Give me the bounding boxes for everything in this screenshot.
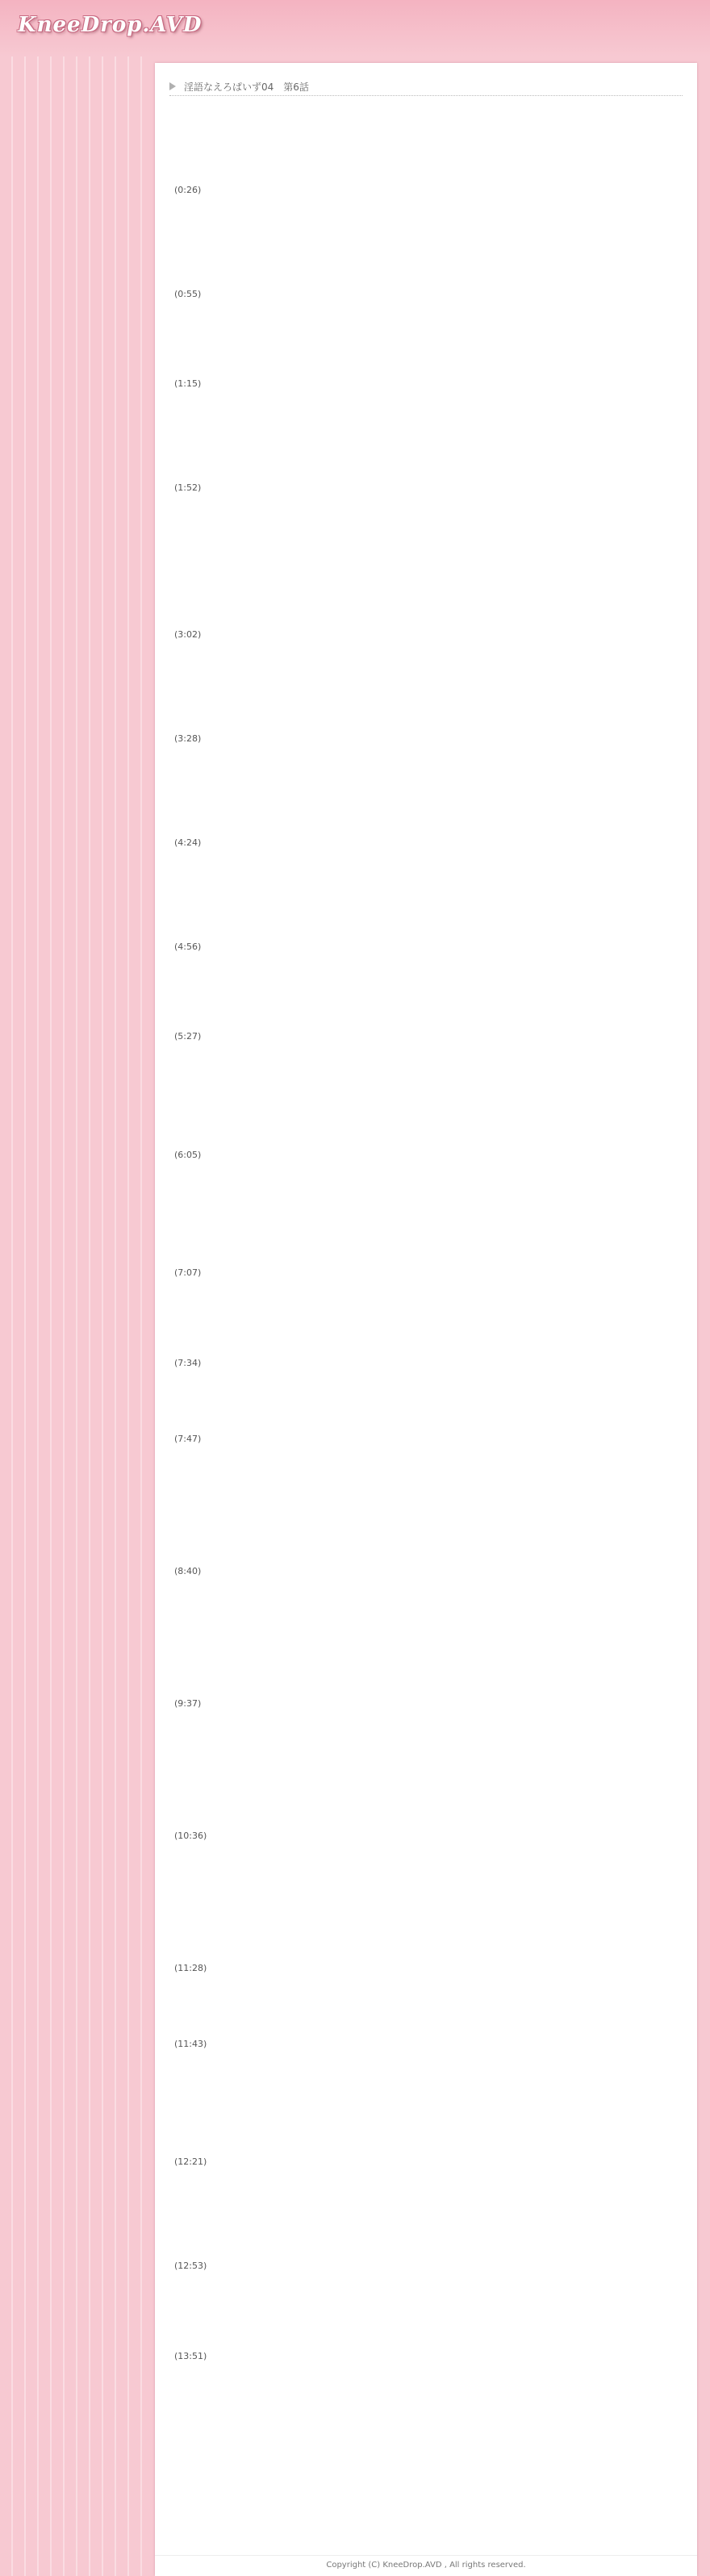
copyright-footer: Copyright (C) KneeDrop.AVD , All rights reserved. [155,2555,697,2570]
script-section [174,1029,678,1129]
script-section [174,1148,678,1247]
section-timestamp: (10:36) [174,1830,207,1841]
section-dialogue [174,954,678,1010]
section-dialogue [174,745,678,816]
section-timestamp: (1:15) [174,378,202,389]
section-timestamp: (4:56) [174,941,202,952]
script-body [174,121,678,2495]
section-dialogue [174,850,678,921]
section-dialogue [174,1975,678,2018]
section-timestamp: (7:34) [174,1357,202,1368]
script-section [174,1432,678,1545]
section-dialogue [174,1446,678,1545]
script-section [174,836,678,921]
section-timestamp: (11:43) [174,2038,207,2049]
episode-title-row [169,77,683,96]
section-timestamp: (12:21) [174,2156,207,2167]
content-panel [155,63,697,2576]
episode-title: 淫語なえろぱいず04 第6話 [184,81,309,93]
script-section [174,1356,678,1413]
script-section [174,732,678,816]
script-section [174,183,678,268]
site-logo[interactable]: KneeDrop.AVD [18,13,203,37]
section-dialogue [174,1370,678,1413]
section-timestamp: (8:40) [174,1565,202,1576]
triangle-bullet-icon [169,82,176,90]
section-timestamp: (9:37) [174,1697,202,1709]
section-timestamp: (4:24) [174,837,202,848]
section-timestamp: (11:28) [174,1962,207,1973]
script-section [174,1266,678,1337]
section-dialogue [174,641,678,712]
section-dialogue [174,1843,678,1942]
script-section [174,1697,678,1810]
script-section [174,2155,678,2240]
script-section [174,628,678,712]
section-dialogue [174,1162,678,1246]
section-timestamp: (7:07) [174,1267,202,1278]
section-dialogue [174,2051,678,2136]
script-section [174,287,678,358]
script-section [174,2259,678,2330]
section-timestamp: (13:51) [174,2350,207,2361]
section-dialogue [174,495,678,608]
script-section [174,2349,678,2477]
section-dialogue [174,2363,678,2476]
section-dialogue [174,1578,678,1677]
script-section [174,121,678,164]
section-timestamp: (12:53) [174,2261,207,2271]
script-section [174,481,678,608]
section-dialogue [174,1044,678,1129]
section-dialogue [174,301,678,357]
section-timestamp: (0:55) [174,288,202,299]
section-dialogue [174,1710,678,1810]
section-dialogue [174,1280,678,1337]
script-section [174,377,678,461]
script-section [174,1829,678,1942]
script-section [174,1961,678,2018]
section-timestamp: (6:05) [174,1149,202,1160]
section-timestamp: (5:27) [174,1031,202,1042]
section-timestamp: (1:52) [174,482,202,493]
script-section [174,940,678,1011]
section-dialogue [174,2273,678,2330]
section-timestamp: (0:26) [174,184,202,195]
script-section [174,1564,678,1677]
section-dialogue [174,2169,678,2240]
script-section [174,2037,678,2136]
section-dialogue [174,391,678,462]
site-header [0,0,710,56]
section-timestamp: (3:28) [174,733,202,744]
section-dialogue [174,121,678,164]
right-margin [697,56,710,2576]
section-timestamp: (3:02) [174,628,202,640]
section-timestamp: (7:47) [174,1433,202,1444]
section-dialogue [174,197,678,268]
left-stripe-decoration [0,56,153,2576]
